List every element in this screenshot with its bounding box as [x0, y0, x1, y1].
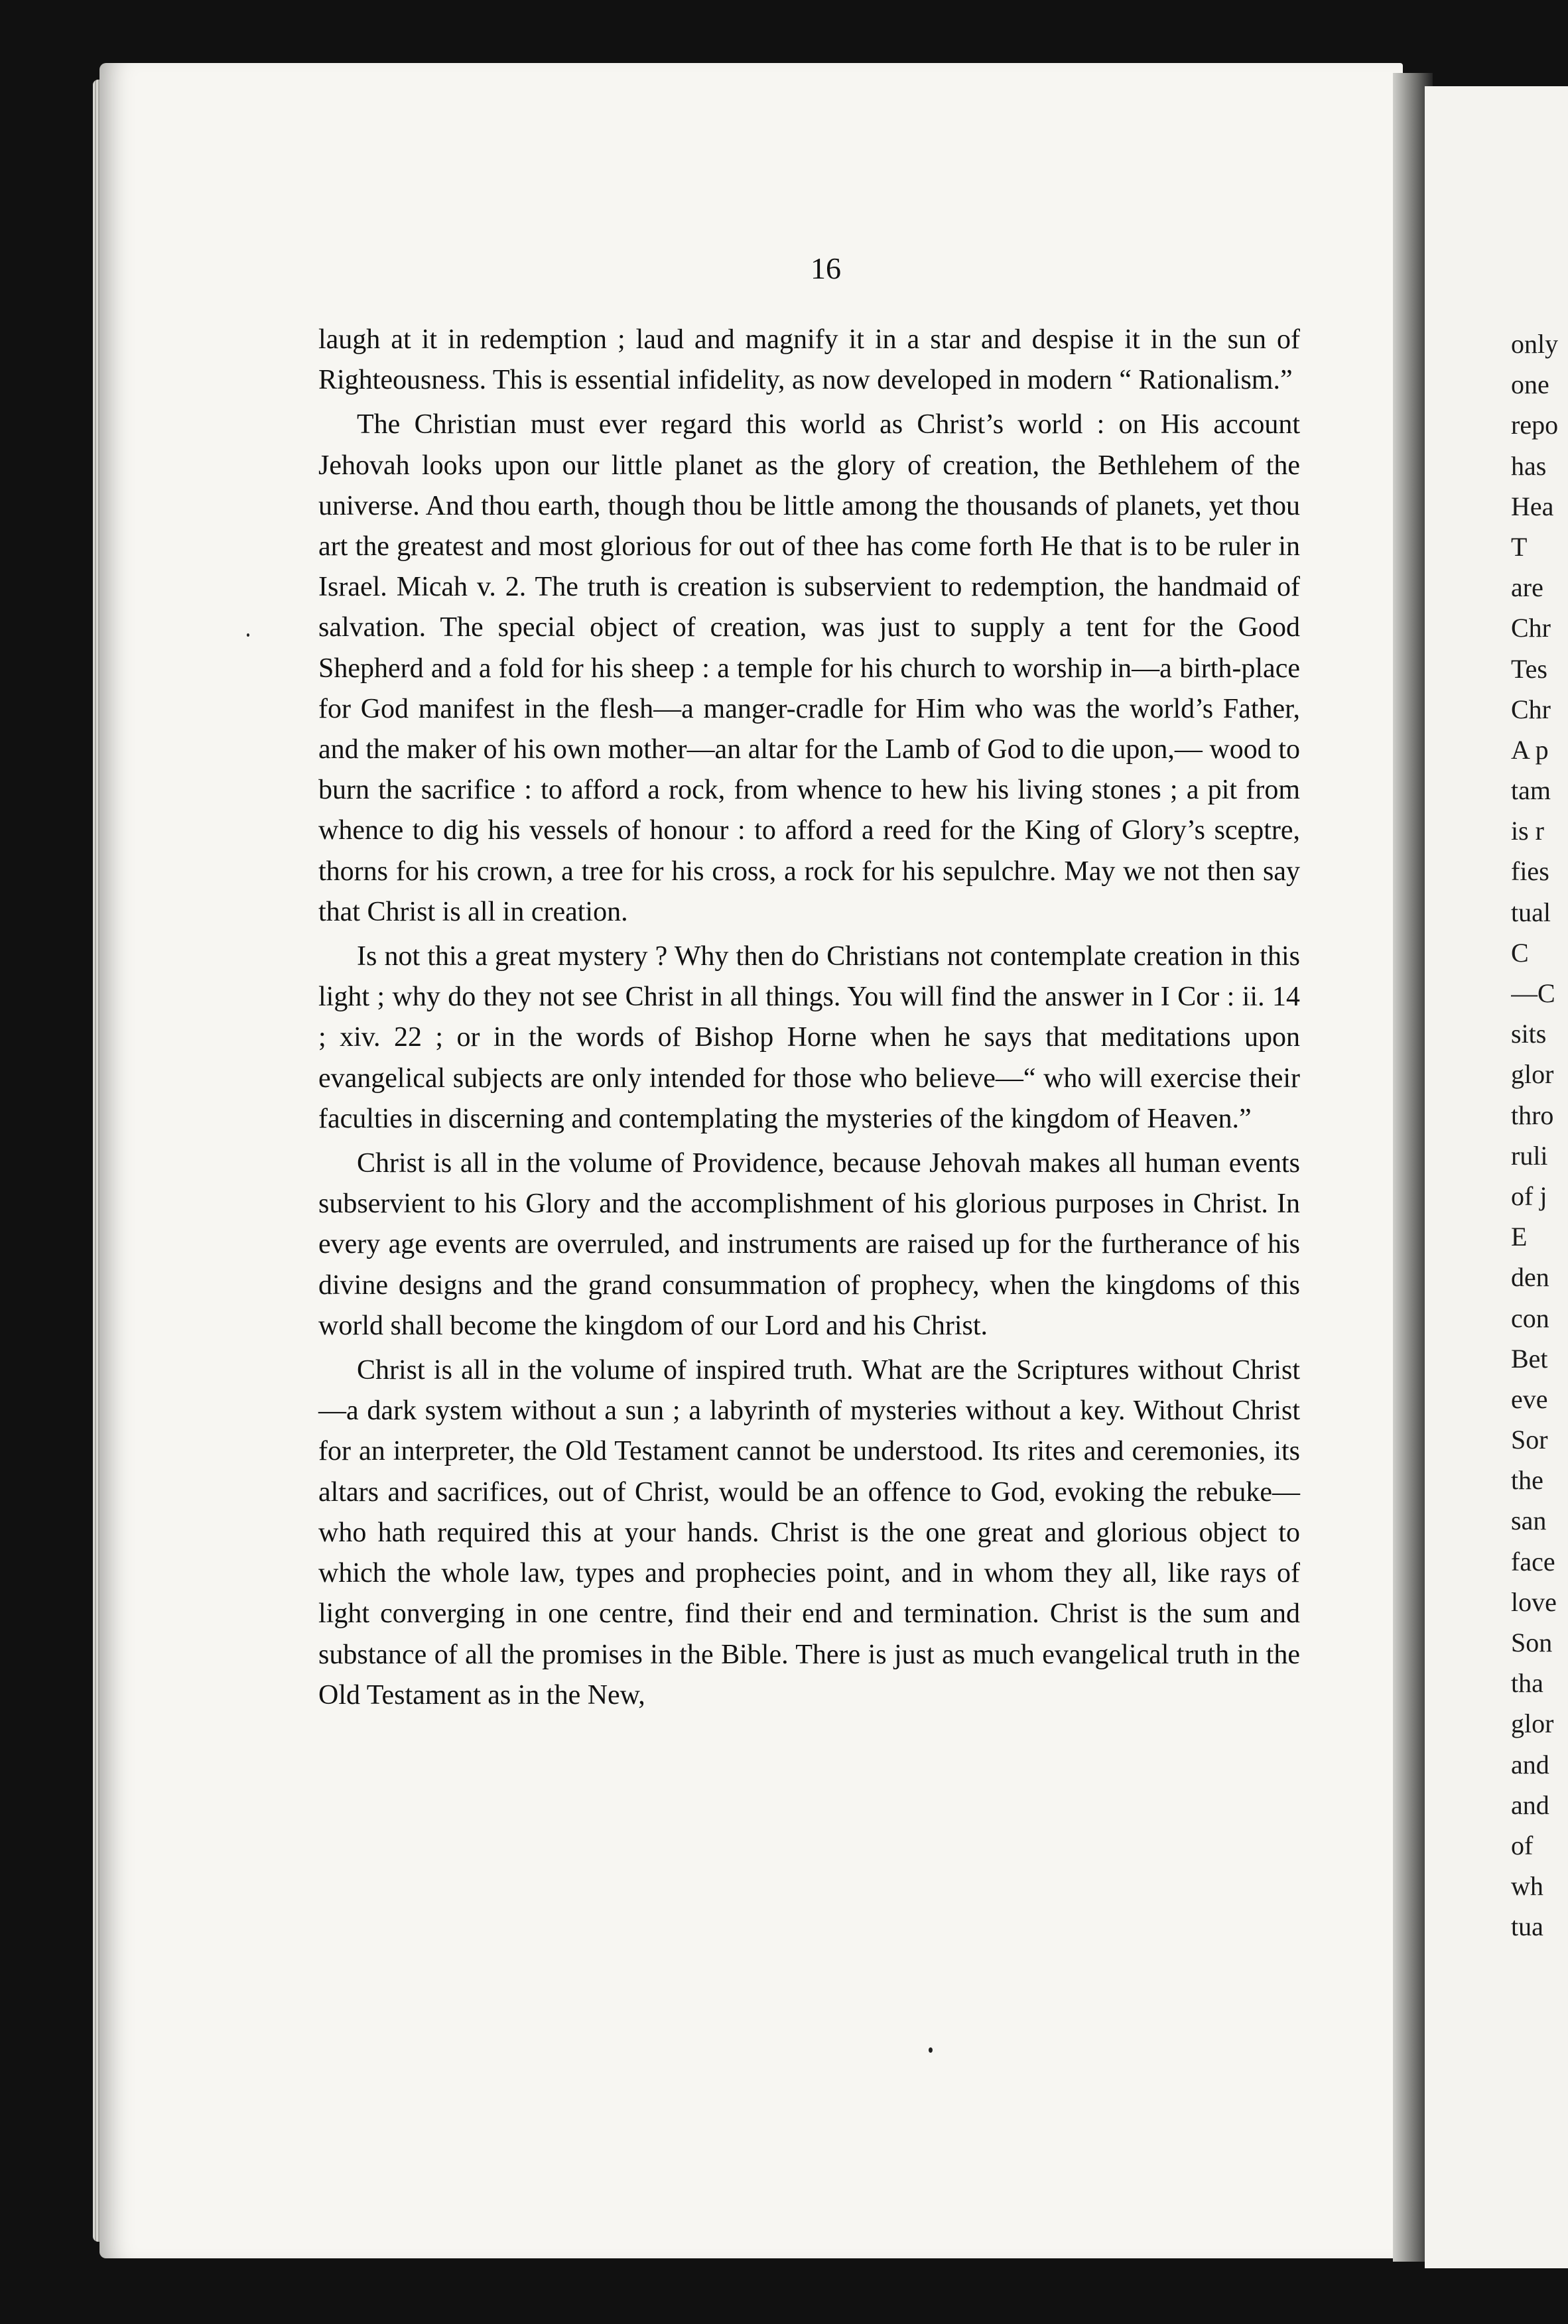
facing-page-line: Bet	[1511, 1343, 1548, 1374]
facing-page-line: tha	[1511, 1668, 1543, 1699]
body-text	[318, 320, 1300, 1720]
facing-page-line: fies	[1511, 856, 1549, 887]
facing-page-line: eve	[1511, 1384, 1548, 1414]
paragraph-2: The Christian must ever regard this world as Christ’s world : on His account Jehovah looks upon our little planet as the glory of creation, the Bethlehem of the universe. And thou earth, though thou be little among the thousands of planets, yet thou art the greatest and most glorious for out of thee has come forth He that is to be ruler in Israel. Micah v. 2. The truth is creation is subservient to redemption, the handmaid of salvation. The special object of creation, was just to supply a tent for the Good Shepherd and a fold for his sheep : a temple for his church to worship in—a birth-place for God manifest in the flesh—a manger-cradle for Him who was the world’s Father, and the maker of his own mother—an altar for the Lamb of God to die upon,— wood to burn the sacrifice : to afford a rock, from whence to hew his living stones ; a pit from whence to dig his vessels of honour : to afford a reed for the King of Glory’s sceptre, thorns for his crown, a tree for his cross, a rock for his sepulchre. May we not then say that Christ is all in creation.	[318, 409, 1300, 927]
facing-page-line: tual	[1511, 897, 1551, 927]
scan-speck	[247, 633, 249, 637]
scan-speck	[929, 2047, 933, 2053]
facing-page-line: and	[1511, 1749, 1549, 1779]
paragraph-3: Is not this a great mystery ? Why then do Christians not contemplate creation in this light ; why do they not see Christ in all things. You will find the answer in I Cor : ii. 14 ; xiv. 22 ; or in the words of Bishop Horne when he says that meditations upon evangelical subjects are only intended for those who believe—“ who will exercise their faculties in discerning and contemplating the mysteries of the kingdom of Heaven.”	[318, 941, 1300, 1134]
facing-page-line: glor	[1511, 1059, 1554, 1090]
facing-page-line: tam	[1511, 775, 1551, 806]
facing-page-line: C	[1511, 937, 1529, 968]
facing-page-line: con	[1511, 1303, 1549, 1333]
facing-page-line: E	[1511, 1222, 1528, 1252]
facing-page-line: Chr	[1511, 694, 1551, 724]
facing-page-line: only	[1511, 329, 1559, 359]
facing-page-line: glor	[1511, 1709, 1554, 1739]
facing-page-line: of	[1511, 1830, 1534, 1860]
facing-page-line: A p	[1511, 734, 1549, 765]
facing-page-line: T	[1511, 531, 1528, 562]
facing-page-line: ruli	[1511, 1140, 1548, 1171]
facing-page-line: thro	[1511, 1100, 1554, 1130]
facing-page-line: is r	[1511, 816, 1544, 846]
facing-page-line: wh	[1511, 1871, 1543, 1902]
facing-page-line: Hea	[1511, 491, 1554, 521]
facing-page-line: of j	[1511, 1181, 1547, 1211]
facing-page-line: the	[1511, 1465, 1543, 1496]
facing-page-line: den	[1511, 1262, 1549, 1293]
facing-page-line: Son	[1511, 1628, 1553, 1657]
paragraph-4: Christ is all in the volume of Providence, because Jehovah makes all human events subservient to his Glory and the accomplishment of his glorious purposes in Christ. In every age events are overruled, and instruments are raised up for the furtherance of his divine designs and the grand consummation of prophecy, when the kingdoms of this world shall become the kingdom of our Lord and his Christ.	[318, 1148, 1300, 1341]
paragraph-5: Christ is all in the volume of inspired truth. What are the Scriptures without Christ—a dark system without a sun ; a labyrinth of mysteries without a key. Without Christ for an interpreter, the Old Testament cannot be understood. Its rites and ceremonies, its altars and sacrifices, out of Christ, would be an offence to God, evoking the rebuke—who hath required this at your hands. Christ is the one great and glorious object to which the whole law, types and prophecies point, and in whom they all, like rays of light converging in one centre, find their end and termination. Christ is the sum and substance of all the promises in the Bible. There is just as much evangelical truth in the Old Testament as in the New,	[318, 1355, 1300, 1711]
facing-page-line: repo	[1511, 410, 1559, 440]
facing-page-line: face	[1511, 1546, 1555, 1577]
facing-page-line: are	[1511, 572, 1543, 603]
facing-page-line: one	[1511, 369, 1549, 400]
facing-page-line: love	[1511, 1586, 1557, 1617]
page-number: 16	[811, 251, 841, 285]
facing-page-line: —C	[1511, 978, 1555, 1008]
paragraph-1: laugh at it in redemption ; laud and magnify it in a star and despise it in the sun of Righteousness. This is essential infidelity, as now developed in modern “ Rationalism.”	[318, 324, 1300, 396]
facing-page-fragments	[1511, 324, 1568, 1947]
facing-page-line: and	[1511, 1789, 1549, 1820]
facing-page-line: Tes	[1511, 653, 1547, 684]
facing-page-line: Chr	[1511, 613, 1551, 643]
facing-page-line: san	[1511, 1506, 1547, 1536]
facing-page-line: tua	[1511, 1911, 1543, 1942]
facing-page-line: Sor	[1511, 1425, 1548, 1455]
facing-page-line: sits	[1511, 1019, 1547, 1049]
facing-page-line: has	[1511, 450, 1547, 481]
